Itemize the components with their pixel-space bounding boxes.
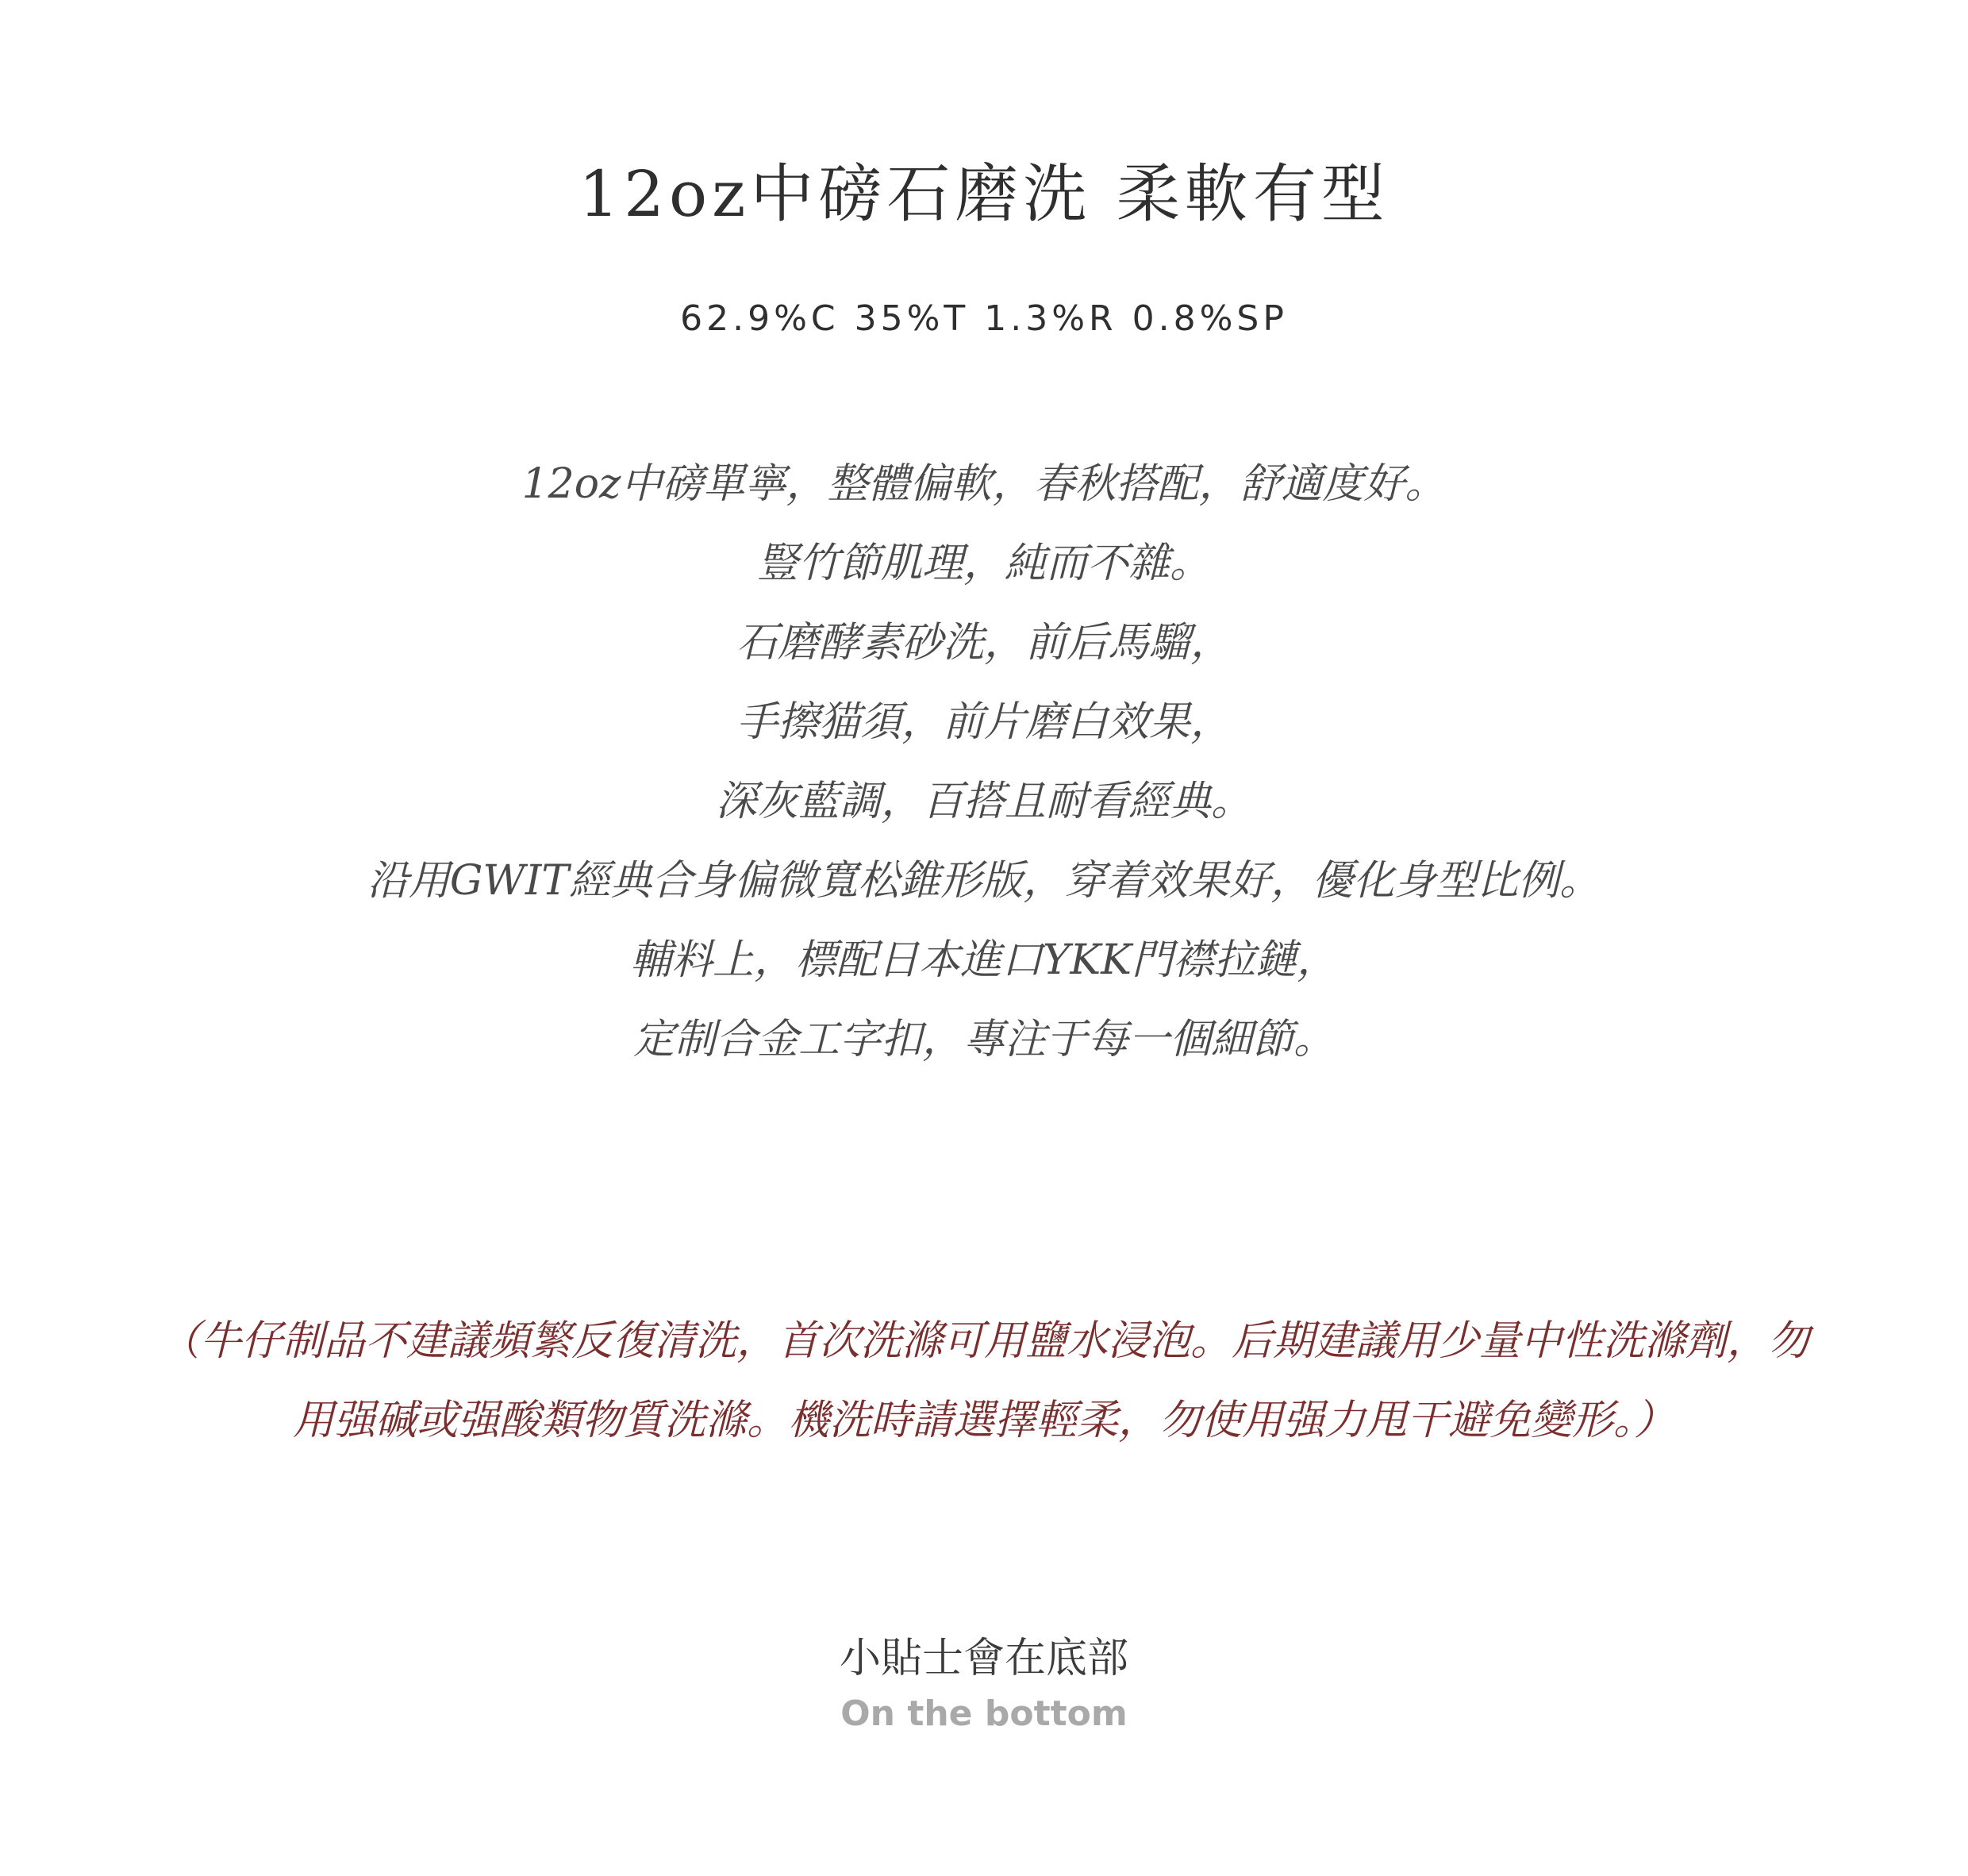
description-line: 深灰藍調，百搭且耐看經典。 — [715, 778, 1252, 825]
care-note-line: 用强碱或强酸類物質洗滌。機洗時請選擇輕柔，勿使用强力甩干避免變形。） — [292, 1397, 1675, 1444]
fabric-composition: 62.9%C 35%T 1.3%R 0.8%SP — [680, 298, 1288, 339]
description-line: 石磨酵素砂洗，前后馬騮， — [736, 619, 1232, 667]
care-note-line: （牛仔制品不建議頻繁反復清洗，首次洗滌可用鹽水浸泡。后期建議用少量中性洗滌劑，勿 — [158, 1317, 1809, 1365]
description-line: 定制合金工字扣，專注于每一個細節。 — [632, 1016, 1335, 1063]
tips-subheading: On the bottom — [840, 1693, 1128, 1734]
description-line: 輔料上，標配日本進口YKK門襟拉鏈， — [629, 936, 1339, 984]
care-instructions — [0, 1301, 1968, 1460]
description-line: 沿用GWIT經典合身偏微寬松錐形版，穿着效果好，優化身型比例。 — [367, 857, 1601, 905]
product-description — [0, 444, 1968, 1079]
description-line: 12oz中磅單寧，整體偏軟，春秋搭配，舒適度好。 — [521, 460, 1447, 508]
description-line: 手擦猫須，前片磨白效果， — [736, 698, 1232, 746]
product-title: 12oz中磅石磨洗 柔軟有型 — [578, 157, 1390, 231]
tips-heading: 小貼士會在底部 — [839, 1635, 1128, 1682]
description-line: 豎竹節肌理，純而不雜。 — [756, 540, 1211, 587]
